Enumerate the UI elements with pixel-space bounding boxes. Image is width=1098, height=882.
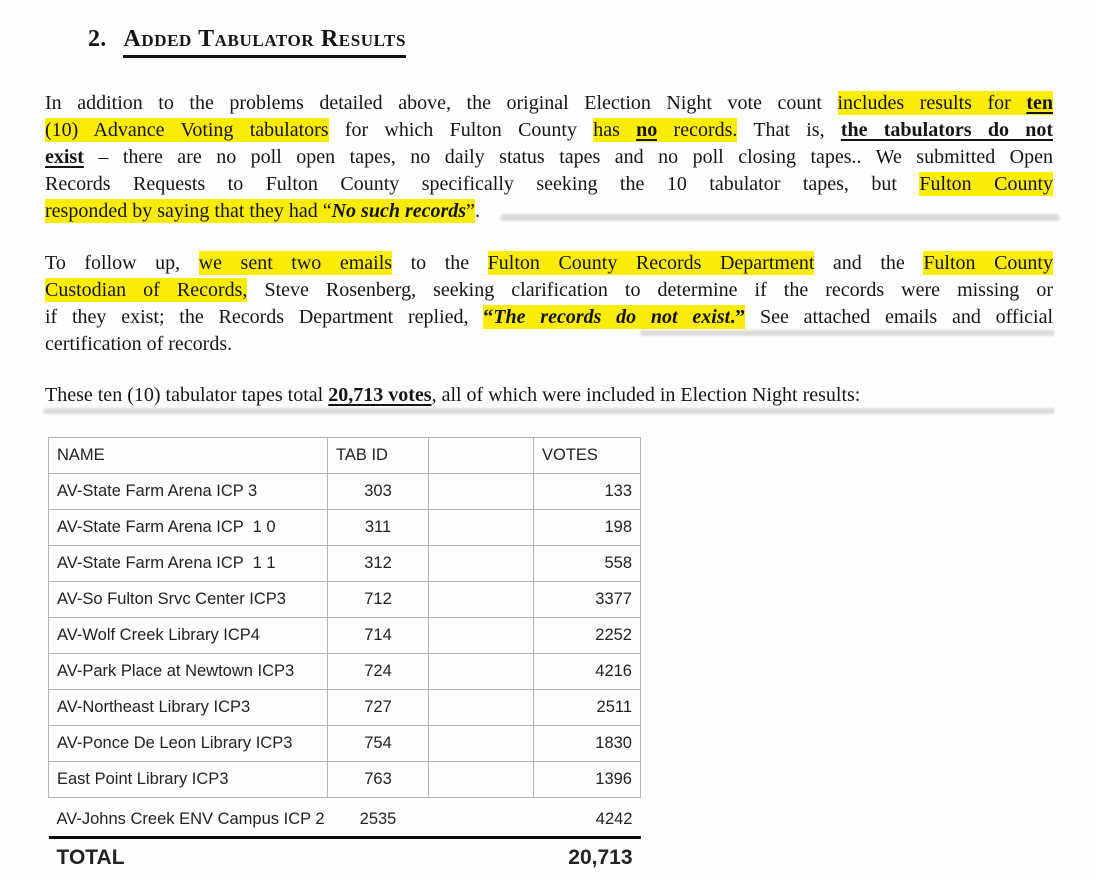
- cell-votes: 1830: [534, 726, 641, 762]
- cell-name: AV-Park Place at Newtown ICP3: [49, 654, 328, 690]
- cell-tab: 727: [328, 690, 429, 726]
- section-title: Added Tabulator Results: [123, 26, 406, 58]
- cell-blank: [429, 726, 534, 762]
- cell-name: AV-State Farm Arena ICP 1 0: [49, 510, 328, 546]
- cell-votes: 3377: [534, 582, 641, 618]
- text-line: exist – there are no poll open tapes, no daily status tapes and no poll closing tapes.. We submitted Open: [45, 146, 1053, 168]
- cell-name: AV-Ponce De Leon Library ICP3: [49, 726, 328, 762]
- cell-name: AV-Johns Creek ENV Campus ICP 2: [49, 798, 328, 838]
- section-heading: [88, 26, 406, 58]
- text-line: (10) Advance Voting tabulators for which Fulton County has no records. That is, the tabulators do not: [45, 119, 1053, 141]
- table-row: [49, 726, 641, 762]
- table-row-johns-creek: [49, 798, 641, 838]
- header-votes: VOTES: [534, 438, 641, 474]
- cell-name: AV-State Farm Arena ICP 1 1: [49, 546, 328, 582]
- cell-votes: 558: [534, 546, 641, 582]
- cell-tab: 714: [328, 618, 429, 654]
- text-line: if they exist; the Records Department replied, “The records do not exist.” See attached emails and official: [45, 306, 1053, 328]
- table-row: [49, 582, 641, 618]
- cell-blank: [429, 510, 534, 546]
- cell-blank: [429, 654, 534, 690]
- cell-votes: 133: [534, 474, 641, 510]
- cell-votes: 2252: [534, 618, 641, 654]
- table-total-row: [49, 838, 641, 875]
- cell-tab: 312: [328, 546, 429, 582]
- cell-name: AV-State Farm Arena ICP 3: [49, 474, 328, 510]
- cell-votes: 2511: [534, 690, 641, 726]
- text-line: Records Requests to Fulton County specifically seeking the 10 tabulator tapes, but Fulton County: [45, 173, 1053, 195]
- table-row: [49, 654, 641, 690]
- cell-blank: [429, 474, 534, 510]
- table-row: [49, 762, 641, 798]
- cell-tab: 712: [328, 582, 429, 618]
- cell-blank: [429, 546, 534, 582]
- cell-name: East Point Library ICP3: [49, 762, 328, 798]
- cell-votes: 1396: [534, 762, 641, 798]
- text-line: In addition to the problems detailed above, the original Election Night vote count includes results for ten: [45, 92, 1053, 114]
- table-header-row: [49, 438, 641, 474]
- total-label: TOTAL: [56, 845, 125, 869]
- cell-blank: [429, 618, 534, 654]
- header-tab-id: TAB ID: [328, 438, 429, 474]
- table-row: [49, 618, 641, 654]
- text-line: Custodian of Records, Steve Rosenberg, seeking clarification to determine if the records were missing or: [45, 279, 1054, 301]
- cell-votes: 4242: [534, 798, 641, 838]
- cell-votes: 4216: [534, 654, 641, 690]
- scan-artifact: [640, 330, 1055, 336]
- cell-tab-id: 2535: [328, 798, 429, 838]
- text-line: These ten (10) tabulator tapes total 20,713 votes, all of which were included in Election Night results:: [45, 384, 861, 406]
- table-row: [49, 510, 641, 546]
- cell-votes: 198: [534, 510, 641, 546]
- paragraph-total-votes: [45, 382, 1053, 409]
- section-number: 2.: [88, 26, 107, 52]
- cell-blank: [429, 798, 534, 838]
- header-blank: [429, 438, 534, 474]
- table-row: [49, 546, 641, 582]
- table-row: [49, 690, 641, 726]
- header-name: NAME: [49, 438, 328, 474]
- paragraph-tabulator-records: [45, 90, 1053, 225]
- total-value: 20,713: [568, 845, 633, 869]
- cell-blank: [429, 690, 534, 726]
- cell-name: AV-So Fulton Srvc Center ICP3: [49, 582, 328, 618]
- cell-name: AV-Wolf Creek Library ICP4: [49, 618, 328, 654]
- tabulator-table: [48, 437, 640, 874]
- cell-blank: [429, 762, 534, 798]
- text-line: To follow up, we sent two emails to the Fulton County Records Department and the Fulton County: [45, 252, 1053, 274]
- cell-blank: [429, 582, 534, 618]
- cell-name: AV-Northeast Library ICP3: [49, 690, 328, 726]
- cell-tab: 303: [328, 474, 429, 510]
- paragraph-followup-emails: [45, 250, 1053, 358]
- text-line: certification of records.: [45, 333, 233, 355]
- cell-tab: 311: [328, 510, 429, 546]
- cell-tab: 754: [328, 726, 429, 762]
- cell-tab: 724: [328, 654, 429, 690]
- cell-tab: 763: [328, 762, 429, 798]
- table-row: [49, 474, 641, 510]
- text-line: responded by saying that they had “No such records”.: [45, 200, 480, 222]
- scan-artifact: [500, 214, 1060, 221]
- scan-artifact: [43, 408, 1055, 414]
